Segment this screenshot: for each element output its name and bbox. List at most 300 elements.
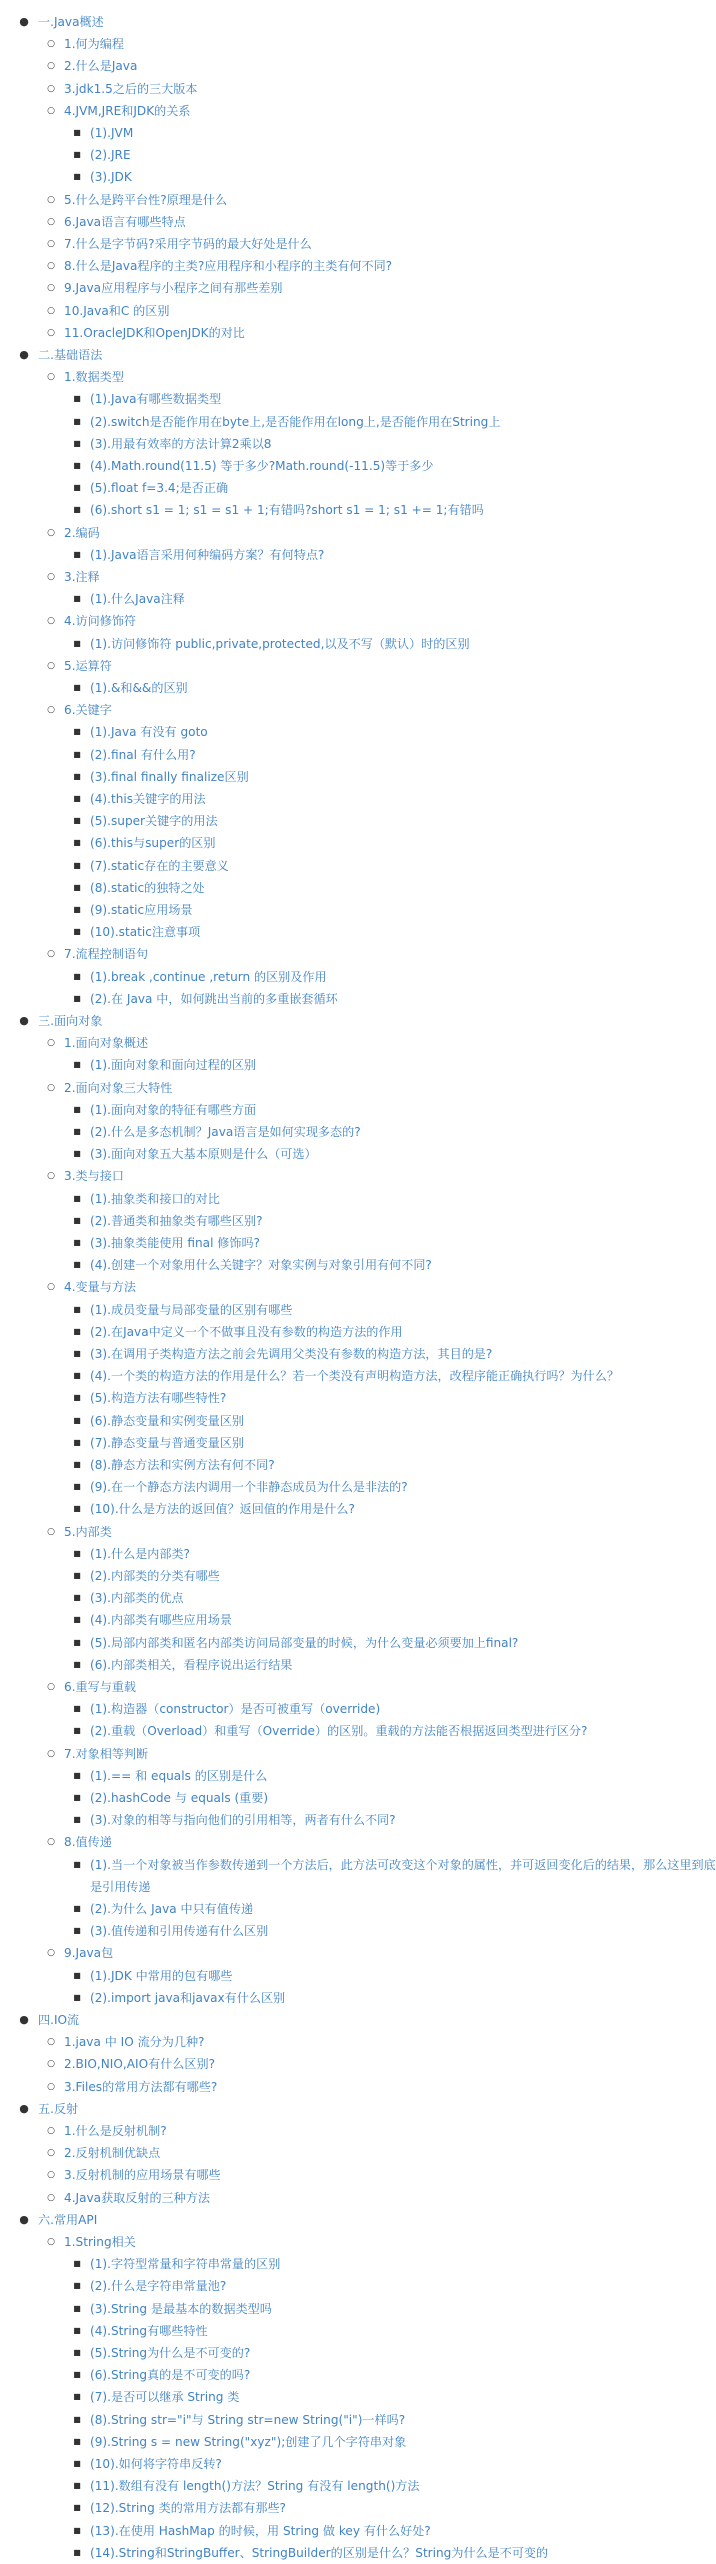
toc-link[interactable]: (2).为什么 Java 中只有值传递 <box>90 1902 254 1916</box>
toc-item <box>0 544 619 566</box>
bullet-square-icon: ■ <box>73 2503 81 2513</box>
bullet-square-icon: ■ <box>73 638 81 648</box>
bullet-circle-icon: ○ <box>47 2148 55 2159</box>
toc-item <box>0 433 619 455</box>
bullet-square-icon: ■ <box>73 727 81 737</box>
toc-link[interactable]: (4).一个类的构造方法的作用是什么？若一个类没有声明构造方法，改程序能正确执行吗？为什么？ <box>90 1369 619 1384</box>
bullet-disc-icon: ● <box>19 348 29 361</box>
toc-subsection <box>0 55 619 77</box>
toc-link[interactable]: 4.变量与方法 <box>64 1280 137 1295</box>
toc-link[interactable]: 5.运算符 <box>64 658 112 673</box>
bullet-square-icon: ■ <box>73 1704 81 1714</box>
toc-subsection <box>0 211 619 233</box>
toc-subsection <box>0 2187 619 2209</box>
toc-link[interactable]: 6.重写与重载 <box>64 1680 137 1694</box>
toc-link[interactable]: (12).String 类的常用方法都有那些? <box>90 2501 286 2516</box>
toc-subsection <box>0 189 619 211</box>
toc-link[interactable]: (4).String有哪些特性 <box>90 2323 208 2338</box>
toc-link[interactable]: 8.值传递 <box>64 1835 112 1850</box>
toc-subsection <box>0 255 619 277</box>
toc-item <box>0 2475 619 2497</box>
toc-link[interactable]: 1.java 中 IO 流分为几种? <box>64 2035 205 2050</box>
toc-item <box>0 1654 619 1676</box>
toc-link[interactable]: 3.jdk1.5之后的三大版本 <box>64 81 198 96</box>
toc-link[interactable]: (3).对象的相等与指向他们的引用相等，两者有什么不同? <box>90 1813 396 1828</box>
bullet-square-icon: ■ <box>73 461 81 470</box>
toc-link[interactable]: (5).float f=3.4;是否正确 <box>90 481 229 496</box>
toc-item <box>0 788 619 810</box>
toc-link[interactable]: 9.Java应用程序与小程序之间有那些差别 <box>64 281 283 296</box>
bullet-circle-icon: ○ <box>47 1682 55 1692</box>
bullet-square-icon: ■ <box>73 2547 81 2557</box>
bullet-square-icon: ■ <box>73 2459 81 2468</box>
bullet-square-icon: ■ <box>73 1615 81 1625</box>
toc-link[interactable]: (2).final 有什么用? <box>90 747 196 762</box>
toc-link[interactable]: (3).抽象类能使用 final 修饰吗? <box>90 1236 260 1250</box>
bullet-square-icon: ■ <box>73 838 81 848</box>
toc-link[interactable]: (2).import java和javax有什么区别 <box>90 1990 286 2005</box>
toc-item <box>0 810 619 832</box>
bullet-circle-icon: ○ <box>47 2081 55 2092</box>
bullet-circle-icon: ○ <box>47 1837 55 1848</box>
bullet-square-icon: ■ <box>73 683 81 692</box>
toc-item <box>0 1698 619 1720</box>
toc-link[interactable]: (4).内部类有哪些应用场景 <box>90 1613 232 1628</box>
bullet-square-icon: ■ <box>73 483 81 493</box>
bullet-square-icon: ■ <box>73 1593 81 1603</box>
bullet-square-icon: ■ <box>73 549 81 559</box>
toc-link[interactable]: (2).普通类和抽象类有哪些区别? <box>90 1213 263 1228</box>
bullet-square-icon: ■ <box>73 394 81 404</box>
toc-link[interactable]: (5).super关键字的用法 <box>90 814 218 829</box>
toc-link[interactable]: (4).创建一个对象用什么关键字？对象实例与对象引用有何不同? <box>90 1258 432 1273</box>
toc-item <box>0 2542 619 2564</box>
toc-item <box>0 1321 619 1343</box>
toc-item <box>0 1432 619 1454</box>
toc-link[interactable]: (4).Math.round(11.5) 等于多少?Math.round(-11.5)等于多少 <box>90 459 434 473</box>
toc-link[interactable]: 一.Java概述 <box>38 15 104 29</box>
toc-item <box>0 144 619 166</box>
bullet-square-icon: ■ <box>73 438 81 448</box>
toc-link[interactable]: (6).String真的是不可变的吗? <box>90 2368 251 2383</box>
toc-item <box>0 1254 619 1276</box>
bullet-square-icon: ■ <box>73 2325 81 2335</box>
toc-link[interactable]: (4).this关键字的用法 <box>90 792 206 806</box>
toc-subsection <box>0 322 619 344</box>
toc-section <box>0 1010 619 1032</box>
toc-link[interactable]: (1).构造器（constructor）是否可被重写（override) <box>90 1702 381 1717</box>
toc-subsection <box>0 1831 619 1853</box>
toc-subsection <box>0 1077 619 1099</box>
toc-item <box>0 677 619 699</box>
toc-link[interactable]: (1).面向对象的特征有哪些方面 <box>90 1102 257 1117</box>
bullet-disc-icon: ● <box>19 2101 29 2115</box>
bullet-square-icon: ■ <box>73 1238 81 1247</box>
toc-link[interactable]: 11.OracleJDK和OpenJDK的对比 <box>64 325 245 340</box>
toc-item <box>0 1987 619 2009</box>
bullet-square-icon: ■ <box>73 1149 81 1159</box>
toc-item <box>0 1632 619 1654</box>
toc-subsection <box>0 233 619 255</box>
bullet-circle-icon: ○ <box>47 2126 55 2136</box>
bullet-circle-icon: ○ <box>47 660 55 671</box>
bullet-square-icon: ■ <box>73 1637 81 1647</box>
bullet-square-icon: ■ <box>73 594 81 604</box>
bullet-square-icon: ■ <box>73 1393 81 1403</box>
toc-link[interactable]: (1).Java语言采用何种编码方案？有何特点? <box>90 547 325 562</box>
toc-item <box>0 2497 619 2519</box>
bullet-square-icon: ■ <box>73 1793 81 1802</box>
toc-link[interactable]: 3.类与接口 <box>64 1169 124 1184</box>
toc-link[interactable]: 1.数据类型 <box>64 370 124 385</box>
bullet-circle-icon: ○ <box>47 2237 55 2247</box>
bullet-square-icon: ■ <box>73 1482 81 1492</box>
toc-link[interactable]: (1).当一个对象被当作参数传递到一个方法后，此方法可改变这个对象的属性，并可返回变化后的结果，那么这里到底 <box>90 1857 716 1872</box>
bullet-circle-icon: ○ <box>47 1082 55 1093</box>
bullet-square-icon: ■ <box>73 1460 81 1469</box>
toc-link[interactable]: 5.内部类 <box>64 1524 112 1539</box>
toc-subsection <box>0 33 619 55</box>
bullet-square-icon: ■ <box>73 1992 81 2002</box>
toc-link[interactable]: (1).什么Java注释 <box>90 592 185 607</box>
toc-item <box>0 899 619 921</box>
bullet-square-icon: ■ <box>73 1571 81 1580</box>
toc-link[interactable]: (8).静态方法和实例方法有何不同? <box>90 1458 275 1472</box>
bullet-square-icon: ■ <box>73 150 81 160</box>
bullet-circle-icon: ○ <box>47 1038 55 1049</box>
toc-item <box>0 1854 716 1876</box>
toc-item <box>0 2298 619 2320</box>
toc-link[interactable]: (1).什么是内部类? <box>90 1546 190 1561</box>
toc-link[interactable]: (1).== 和 equals 的区别是什么 <box>90 1768 268 1783</box>
toc-link[interactable]: (1).&和&&的区别 <box>90 681 188 695</box>
bullet-circle-icon: ○ <box>47 1748 55 1759</box>
toc-section <box>0 2209 619 2231</box>
bullet-square-icon: ■ <box>73 1193 81 1203</box>
toc-link[interactable]: 1.何为编程 <box>64 37 124 52</box>
bullet-square-icon: ■ <box>73 1415 81 1425</box>
toc-subsection <box>0 2164 619 2186</box>
toc-item <box>0 1898 619 1920</box>
toc-link[interactable]: (2).重载（Overload）和重写（Override）的区别。重载的方法能否根据返回类型进行区分? <box>90 1724 588 1739</box>
toc-item <box>0 1054 619 1076</box>
toc-link[interactable]: (3).String 是最基本的数据类型吗 <box>90 2301 272 2316</box>
toc-item <box>0 1809 619 1831</box>
toc-link[interactable]: 1.面向对象概述 <box>64 1036 149 1051</box>
toc-item <box>0 1787 619 1809</box>
bullet-circle-icon: ○ <box>47 949 55 960</box>
bullet-circle-icon: ○ <box>47 105 55 116</box>
toc-link[interactable]: 3.注释 <box>64 570 100 584</box>
toc-link[interactable]: 四.IO流 <box>38 2013 80 2027</box>
toc-link[interactable]: 2.编码 <box>64 525 100 540</box>
toc-item <box>0 633 619 655</box>
toc-item <box>0 1565 619 1587</box>
toc-link[interactable]: (14).String和StringBuffer、StringBuilder的区别是什么？String为什么是不可变的 <box>90 2545 549 2560</box>
toc-link[interactable]: (2).JRE <box>90 148 131 163</box>
toc-item <box>0 744 619 766</box>
toc-link[interactable]: 6.Java语言有哪些特点 <box>64 214 186 229</box>
bullet-square-icon: ■ <box>73 2303 81 2313</box>
toc-item <box>0 1210 619 1232</box>
toc-link[interactable]: (7).static存在的主要意义 <box>90 858 229 873</box>
toc-link[interactable]: 4.JVM,JRE和JDK的关系 <box>64 103 191 118</box>
toc-link[interactable]: 3.Files的常用方法都有哪些? <box>64 2079 218 2094</box>
toc-link[interactable]: (5).局部内部类和匿名内部类访问局部变量的时候，为什么变量必须要加上final? <box>90 1635 519 1650</box>
toc-item <box>0 2520 619 2542</box>
toc-link[interactable]: (3).用最有效率的方法计算2乘以8 <box>90 436 272 451</box>
toc-item <box>0 921 619 943</box>
toc-link[interactable]: (9).static应用场景 <box>90 903 193 917</box>
toc-item <box>0 122 619 144</box>
toc-subsection <box>0 655 619 677</box>
toc-subsection <box>0 277 619 299</box>
toc-subsection <box>0 943 619 965</box>
toc-subsection <box>0 1521 619 1543</box>
toc-link[interactable]: 7.对象相等判断 <box>64 1746 149 1761</box>
toc-link[interactable]: (6).short s1 = 1; s1 = s1 + 1;有错吗?short s1 = 1; s1 += 1;有错吗 <box>90 503 484 518</box>
toc-item <box>0 411 619 433</box>
toc-link[interactable]: 6.关键字 <box>64 703 112 718</box>
toc-link[interactable]: (13).在使用 HashMap 的时候，用 String 做 key 有什么好处? <box>90 2523 431 2538</box>
bullet-square-icon: ■ <box>73 993 81 1003</box>
toc-item <box>0 2342 619 2364</box>
bullet-square-icon: ■ <box>73 2414 81 2424</box>
bullet-square-icon: ■ <box>73 905 81 914</box>
toc-link[interactable]: (8).static的独特之处 <box>90 880 205 895</box>
toc-link[interactable]: (1).break ,continue ,return 的区别及作用 <box>90 969 327 984</box>
toc-link[interactable]: (6).静态变量和实例变量区别 <box>90 1413 245 1428</box>
toc-link[interactable]: 三.面向对象 <box>38 1014 103 1028</box>
toc-link[interactable]: (2).什么是字符串常量池? <box>90 2279 227 2294</box>
toc-link[interactable]: (1).字符型常量和字符串常量的区别 <box>90 2257 281 2272</box>
toc-link[interactable]: (9).String s = new String("xyz");创建了几个字符串对象 <box>90 2434 407 2449</box>
bullet-circle-icon: ○ <box>47 572 55 582</box>
toc-link[interactable]: 5.什么是跨平台性?原理是什么 <box>64 192 228 207</box>
toc-link[interactable]: (7).静态变量与普通变量区别 <box>90 1435 245 1450</box>
toc-link[interactable]: 3.反射机制的应用场景有哪些 <box>64 2168 221 2183</box>
bullet-square-icon: ■ <box>73 2481 81 2491</box>
toc-item <box>0 877 619 899</box>
toc-link[interactable]: (2).在Java中定义一个不做事且没有参数的构造方法的作用 <box>90 1324 403 1339</box>
toc-item <box>0 1232 619 1254</box>
toc-item <box>0 1299 619 1321</box>
bullet-circle-icon: ○ <box>47 39 55 50</box>
bullet-square-icon: ■ <box>73 882 81 892</box>
toc-link[interactable]: (3).final finally finalize区别 <box>90 769 249 784</box>
bullet-circle-icon: ○ <box>47 1948 55 1959</box>
bullet-square-icon: ■ <box>73 771 81 781</box>
bullet-square-icon: ■ <box>73 416 81 426</box>
toc-link[interactable]: (2).内部类的分类有哪些 <box>90 1569 220 1583</box>
toc-link[interactable]: (10).static注意事项 <box>90 925 201 940</box>
bullet-circle-icon: ○ <box>47 2192 55 2203</box>
toc-subsection <box>0 366 619 388</box>
toc-link[interactable]: 7.流程控制语句 <box>64 947 149 962</box>
toc-link[interactable]: 五.反射 <box>38 2101 79 2116</box>
toc-subsection <box>0 300 619 322</box>
toc-link[interactable]: (3).面向对象五大基本原则是什么（可选） <box>90 1147 317 1162</box>
toc-item <box>0 1343 619 1365</box>
toc-item <box>0 2364 619 2386</box>
toc-link[interactable]: (1).Java 有没有 goto <box>90 725 208 740</box>
toc-section <box>0 11 619 33</box>
toc-subsection <box>0 1032 619 1054</box>
toc-item <box>0 966 619 988</box>
toc-section <box>0 344 619 366</box>
toc-link[interactable]: 1.什么是反射机制? <box>64 2124 167 2138</box>
toc-link[interactable]: 2.什么是Java <box>64 59 138 74</box>
bullet-disc-icon: ● <box>19 15 29 28</box>
bullet-square-icon: ■ <box>73 2392 81 2402</box>
toc-link[interactable]: (2).在 Java 中，如何跳出当前的多重嵌套循环 <box>90 991 338 1006</box>
bullet-square-icon: ■ <box>73 1349 81 1358</box>
toc-link[interactable]: 9.Java包 <box>64 1946 114 1961</box>
bullet-circle-icon: ○ <box>47 1282 55 1293</box>
bullet-circle-icon: ○ <box>47 61 55 72</box>
toc-subsection <box>0 2053 619 2075</box>
toc-link[interactable]: (2).什么是多态机制？Java语言是如何实现多态的? <box>90 1125 361 1139</box>
bullet-square-icon: ■ <box>73 1260 81 1270</box>
toc-link[interactable]: (2).switch是否能作用在byte上,是否能作用在long上,是否能作用在String上 <box>90 414 501 429</box>
toc-item <box>0 2253 619 2275</box>
toc-subsection <box>0 2120 619 2142</box>
bullet-square-icon: ■ <box>73 172 81 182</box>
toc-section <box>0 2009 619 2031</box>
toc-item <box>0 1765 619 1787</box>
toc-item <box>0 2431 619 2453</box>
toc-item <box>0 766 619 788</box>
toc-link[interactable]: 1.String相关 <box>64 2235 136 2249</box>
toc-link[interactable]: (2).hashCode 与 equals (重要) <box>90 1791 269 1805</box>
toc-item <box>0 1609 619 1631</box>
toc-item <box>0 455 619 477</box>
toc-link[interactable]: 4.访问修饰符 <box>64 614 137 629</box>
bullet-circle-icon: ○ <box>47 1171 55 1182</box>
toc-item <box>0 2409 619 2431</box>
toc-link[interactable]: 2.反射机制优缺点 <box>64 2146 161 2161</box>
bullet-square-icon: ■ <box>73 1304 81 1314</box>
bullet-circle-icon: ○ <box>47 239 55 249</box>
bullet-square-icon: ■ <box>73 1437 81 1447</box>
toc-subsection <box>0 1743 619 1765</box>
toc-subsection <box>0 1676 619 1698</box>
bullet-square-icon: ■ <box>73 1726 81 1736</box>
toc-link[interactable]: (5).String为什么是不可变的? <box>90 2346 251 2360</box>
toc-link[interactable]: 10.Java和C 的区别 <box>64 303 170 318</box>
bullet-square-icon: ■ <box>73 2259 81 2269</box>
toc-item <box>0 499 619 521</box>
bullet-circle-icon: ○ <box>47 2059 55 2070</box>
toc-link[interactable]: (7).是否可以继承 String 类 <box>90 2390 240 2405</box>
bullet-square-icon: ■ <box>73 1326 81 1336</box>
toc-link[interactable]: (1).成员变量与局部变量的区别有哪些 <box>90 1302 293 1317</box>
toc-link[interactable]: (1).JVM <box>90 126 134 140</box>
toc-link[interactable]: (1).面向对象和面向过程的区别 <box>90 1058 257 1073</box>
toc-item <box>0 1876 619 1898</box>
bullet-square-icon: ■ <box>73 2436 81 2446</box>
bullet-square-icon: ■ <box>73 2370 81 2380</box>
toc-link[interactable]: 8.什么是Java程序的主类?应用程序和小程序的主类有何不同? <box>64 259 393 274</box>
toc-link[interactable]: (10).什么是方法的返回值？返回值的作用是什么? <box>90 1502 355 1517</box>
toc-item <box>0 1543 619 1565</box>
bullet-circle-icon: ○ <box>47 372 55 383</box>
bullet-circle-icon: ○ <box>47 83 55 94</box>
bullet-square-icon: ■ <box>73 816 81 826</box>
bullet-square-icon: ■ <box>73 1815 81 1825</box>
toc-link[interactable]: 六.常用API <box>38 2212 98 2227</box>
bullet-circle-icon: ○ <box>47 705 55 716</box>
bullet-circle-icon: ○ <box>47 194 55 205</box>
toc-item <box>0 2275 619 2297</box>
toc-link[interactable]: 7.什么是字节码?采用字节码的最大好处是什么 <box>64 237 312 251</box>
toc-link[interactable]: (6).this与super的区别 <box>90 836 216 851</box>
toc-item <box>0 2453 619 2475</box>
toc-link[interactable]: (3).在调用子类构造方法之前会先调用父类没有参数的构造方法，其目的是? <box>90 1347 493 1361</box>
toc-item <box>0 1587 619 1609</box>
bullet-square-icon: ■ <box>73 927 81 937</box>
bullet-square-icon: ■ <box>73 1904 81 1913</box>
bullet-square-icon: ■ <box>73 1215 81 1225</box>
toc-subsection <box>0 1942 619 1964</box>
bullet-circle-icon: ○ <box>47 2170 55 2181</box>
toc-link[interactable]: 4.Java获取反射的三种方法 <box>64 2190 210 2205</box>
toc-subsection <box>0 522 619 544</box>
toc-subsection <box>0 2231 619 2253</box>
bullet-circle-icon: ○ <box>47 261 55 272</box>
bullet-square-icon: ■ <box>73 1970 81 1980</box>
bullet-square-icon: ■ <box>73 794 81 803</box>
toc-item <box>0 1387 619 1409</box>
bullet-square-icon: ■ <box>73 1548 81 1558</box>
toc-link[interactable]: (9).在一个静态方法内调用一个非静态成员为什么是非法的? <box>90 1480 408 1495</box>
toc-link[interactable]: (3).值传递和引用传递有什么区别 <box>90 1924 269 1939</box>
toc-link[interactable]: 二.基础语法 <box>38 348 103 362</box>
toc-link[interactable]: (10).如何将字符串反转? <box>90 2457 222 2471</box>
toc-item <box>0 166 619 188</box>
toc-item <box>0 988 619 1010</box>
toc-link[interactable]: (1).Java有哪些数据类型 <box>90 392 222 407</box>
toc-link[interactable]: 2.BIO,NIO,AIO有什么区别? <box>64 2057 215 2072</box>
toc-link[interactable]: (1).JDK 中常用的包有哪些 <box>90 1968 233 1983</box>
toc-item <box>0 721 619 743</box>
bullet-square-icon: ■ <box>73 505 81 515</box>
toc-link[interactable]: (3).JDK <box>90 170 132 185</box>
toc-item <box>0 1498 619 1520</box>
toc-link[interactable]: 2.面向对象三大特性 <box>64 1080 173 1095</box>
toc-subsection <box>0 100 619 122</box>
bullet-square-icon: ■ <box>73 1659 81 1669</box>
bullet-square-icon: ■ <box>73 2281 81 2291</box>
toc-subsection <box>0 699 619 721</box>
toc-link[interactable]: (8).String str="i"与 String str=new String("i")一样吗? <box>90 2412 406 2427</box>
toc-link[interactable]: 是引用传递 <box>90 1879 151 1894</box>
bullet-circle-icon: ○ <box>47 283 55 294</box>
toc-link[interactable]: (3).内部类的优点 <box>90 1591 184 1606</box>
toc-item <box>0 1099 619 1121</box>
toc-link[interactable]: (6).内部类相关，看程序说出运行结果 <box>90 1657 293 1672</box>
toc-link[interactable]: (1).访问修饰符 public,private,protected,以及不写（默认）时的区别 <box>90 636 470 651</box>
toc-link[interactable]: (5).构造方法有哪些特性? <box>90 1391 227 1406</box>
toc-item <box>0 832 619 854</box>
toc-subsection <box>0 2031 619 2053</box>
toc-link[interactable]: (11).数组有没有 length()方法？String 有没有 length()方法 <box>90 2479 420 2494</box>
toc-link[interactable]: (1).抽象类和接口的对比 <box>90 1191 220 1206</box>
bullet-circle-icon: ○ <box>47 305 55 316</box>
toc-item <box>0 388 619 410</box>
toc-item <box>0 1410 619 1432</box>
bullet-circle-icon: ○ <box>47 2037 55 2048</box>
